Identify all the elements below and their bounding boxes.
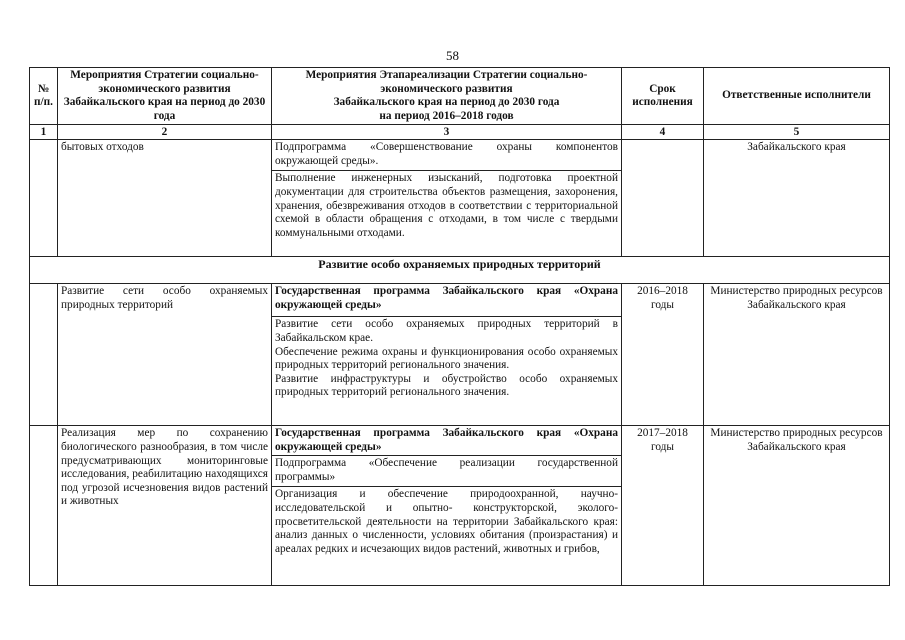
- measure-text: Развитие сети особо охраняемых природных территорий в Забайкальском крае.: [275, 318, 618, 344]
- strategy-measure-cell: Развитие сети особо охраняемых природных территорий: [58, 284, 272, 426]
- table-row: [30, 140, 890, 257]
- header-col-deadline: Срок исполнения: [622, 68, 704, 125]
- header-row: [30, 68, 890, 125]
- responsible-cell: Министерство природных ресурсов Забайкальского края: [704, 284, 890, 426]
- column-number: 3: [272, 125, 622, 140]
- column-number-row: [30, 125, 890, 140]
- header-col-strategy-measures: Мероприятия Стратегии социально-экономического развития Забайкальского края на период до 2030 года: [58, 68, 272, 125]
- strategy-table: [29, 67, 890, 586]
- page-number: 58: [446, 48, 459, 63]
- header-col-number: № п/п.: [30, 68, 58, 125]
- subprogram-text: Подпрограмма «Совершенствование охраны компонентов окружающей среды».: [275, 141, 618, 167]
- section-title: Развитие особо охраняемых природных территорий: [30, 257, 890, 284]
- responsible-cell: Министерство природных ресурсов Забайкальского края: [704, 426, 890, 586]
- row-number-cell: [30, 284, 58, 426]
- state-program-text: Государственная программа Забайкальского края «Охрана окружающей среды»: [275, 285, 618, 311]
- column-number: 5: [704, 125, 890, 140]
- column-number: 2: [58, 125, 272, 140]
- header-col3-line3: на период 2016–2018 годов: [379, 109, 514, 122]
- column-number: 1: [30, 125, 58, 140]
- deadline-cell: [622, 140, 704, 257]
- header-col3-line1: Мероприятия Этапареализации Стратегии социально-экономического развития: [305, 69, 588, 95]
- row-number-cell: [30, 140, 58, 257]
- header-col3-line2: Забайкальского края на период до 2030 года: [333, 96, 560, 109]
- table-row: [30, 426, 890, 586]
- deadline-cell: 2017–2018 годы: [622, 426, 704, 586]
- stage-measure-cell: [272, 140, 622, 257]
- header-col-responsible: Ответственные исполнители: [704, 68, 890, 125]
- deadline-cell: 2016–2018 годы: [622, 284, 704, 426]
- stage-measure-cell: [272, 284, 622, 426]
- measure-text: Организация и обеспечение природоохранной, научно-исследовательской и опытно- конструкторской, эколого-просветительской деятельности на территории Забайкальского края: анализ данных о численности, условиях обитания (произрастания) и ареалах редких и исчезающих видов растений, животных и грибов,: [272, 486, 621, 557]
- measure-text-group: [272, 316, 621, 401]
- measure-text: Развитие инфраструктуры и обустройство особо охраняемых природных территорий регионального значения.: [275, 372, 618, 399]
- table-row: [30, 284, 890, 426]
- state-program-text: Государственная программа Забайкальского края «Охрана окружающей среды»: [275, 427, 618, 453]
- responsible-cell: Забайкальского края: [704, 140, 890, 257]
- measure-text: Обеспечение режима охраны и функционирования особо охраняемых природных территорий регионального значения.: [275, 345, 618, 372]
- header-col-stage-measures: [272, 68, 622, 125]
- measure-text: Выполнение инженерных изысканий, подготовка проектной документации для строительства объектов размещения, захоронения, хранения, обезвреживания отходов в соответствии с территориальной схемой в области обращения с отходами, в том числе с твердыми коммунальными отходами.: [272, 170, 621, 241]
- subprogram-text: Подпрограмма «Обеспечение реализации государственной программы»: [272, 455, 621, 486]
- section-row: [30, 257, 890, 284]
- column-number: 4: [622, 125, 704, 140]
- stage-measure-cell: [272, 426, 622, 586]
- row-number-cell: [30, 426, 58, 586]
- strategy-measure-cell: Реализация мер по сохранению биологического разнообразия, в том числе предусматривающих мониторинговые исследования, реабилитацию находящихся под угрозой исчезновения видов растений и животных: [58, 426, 272, 586]
- strategy-measure-cell: бытовых отходов: [58, 140, 272, 257]
